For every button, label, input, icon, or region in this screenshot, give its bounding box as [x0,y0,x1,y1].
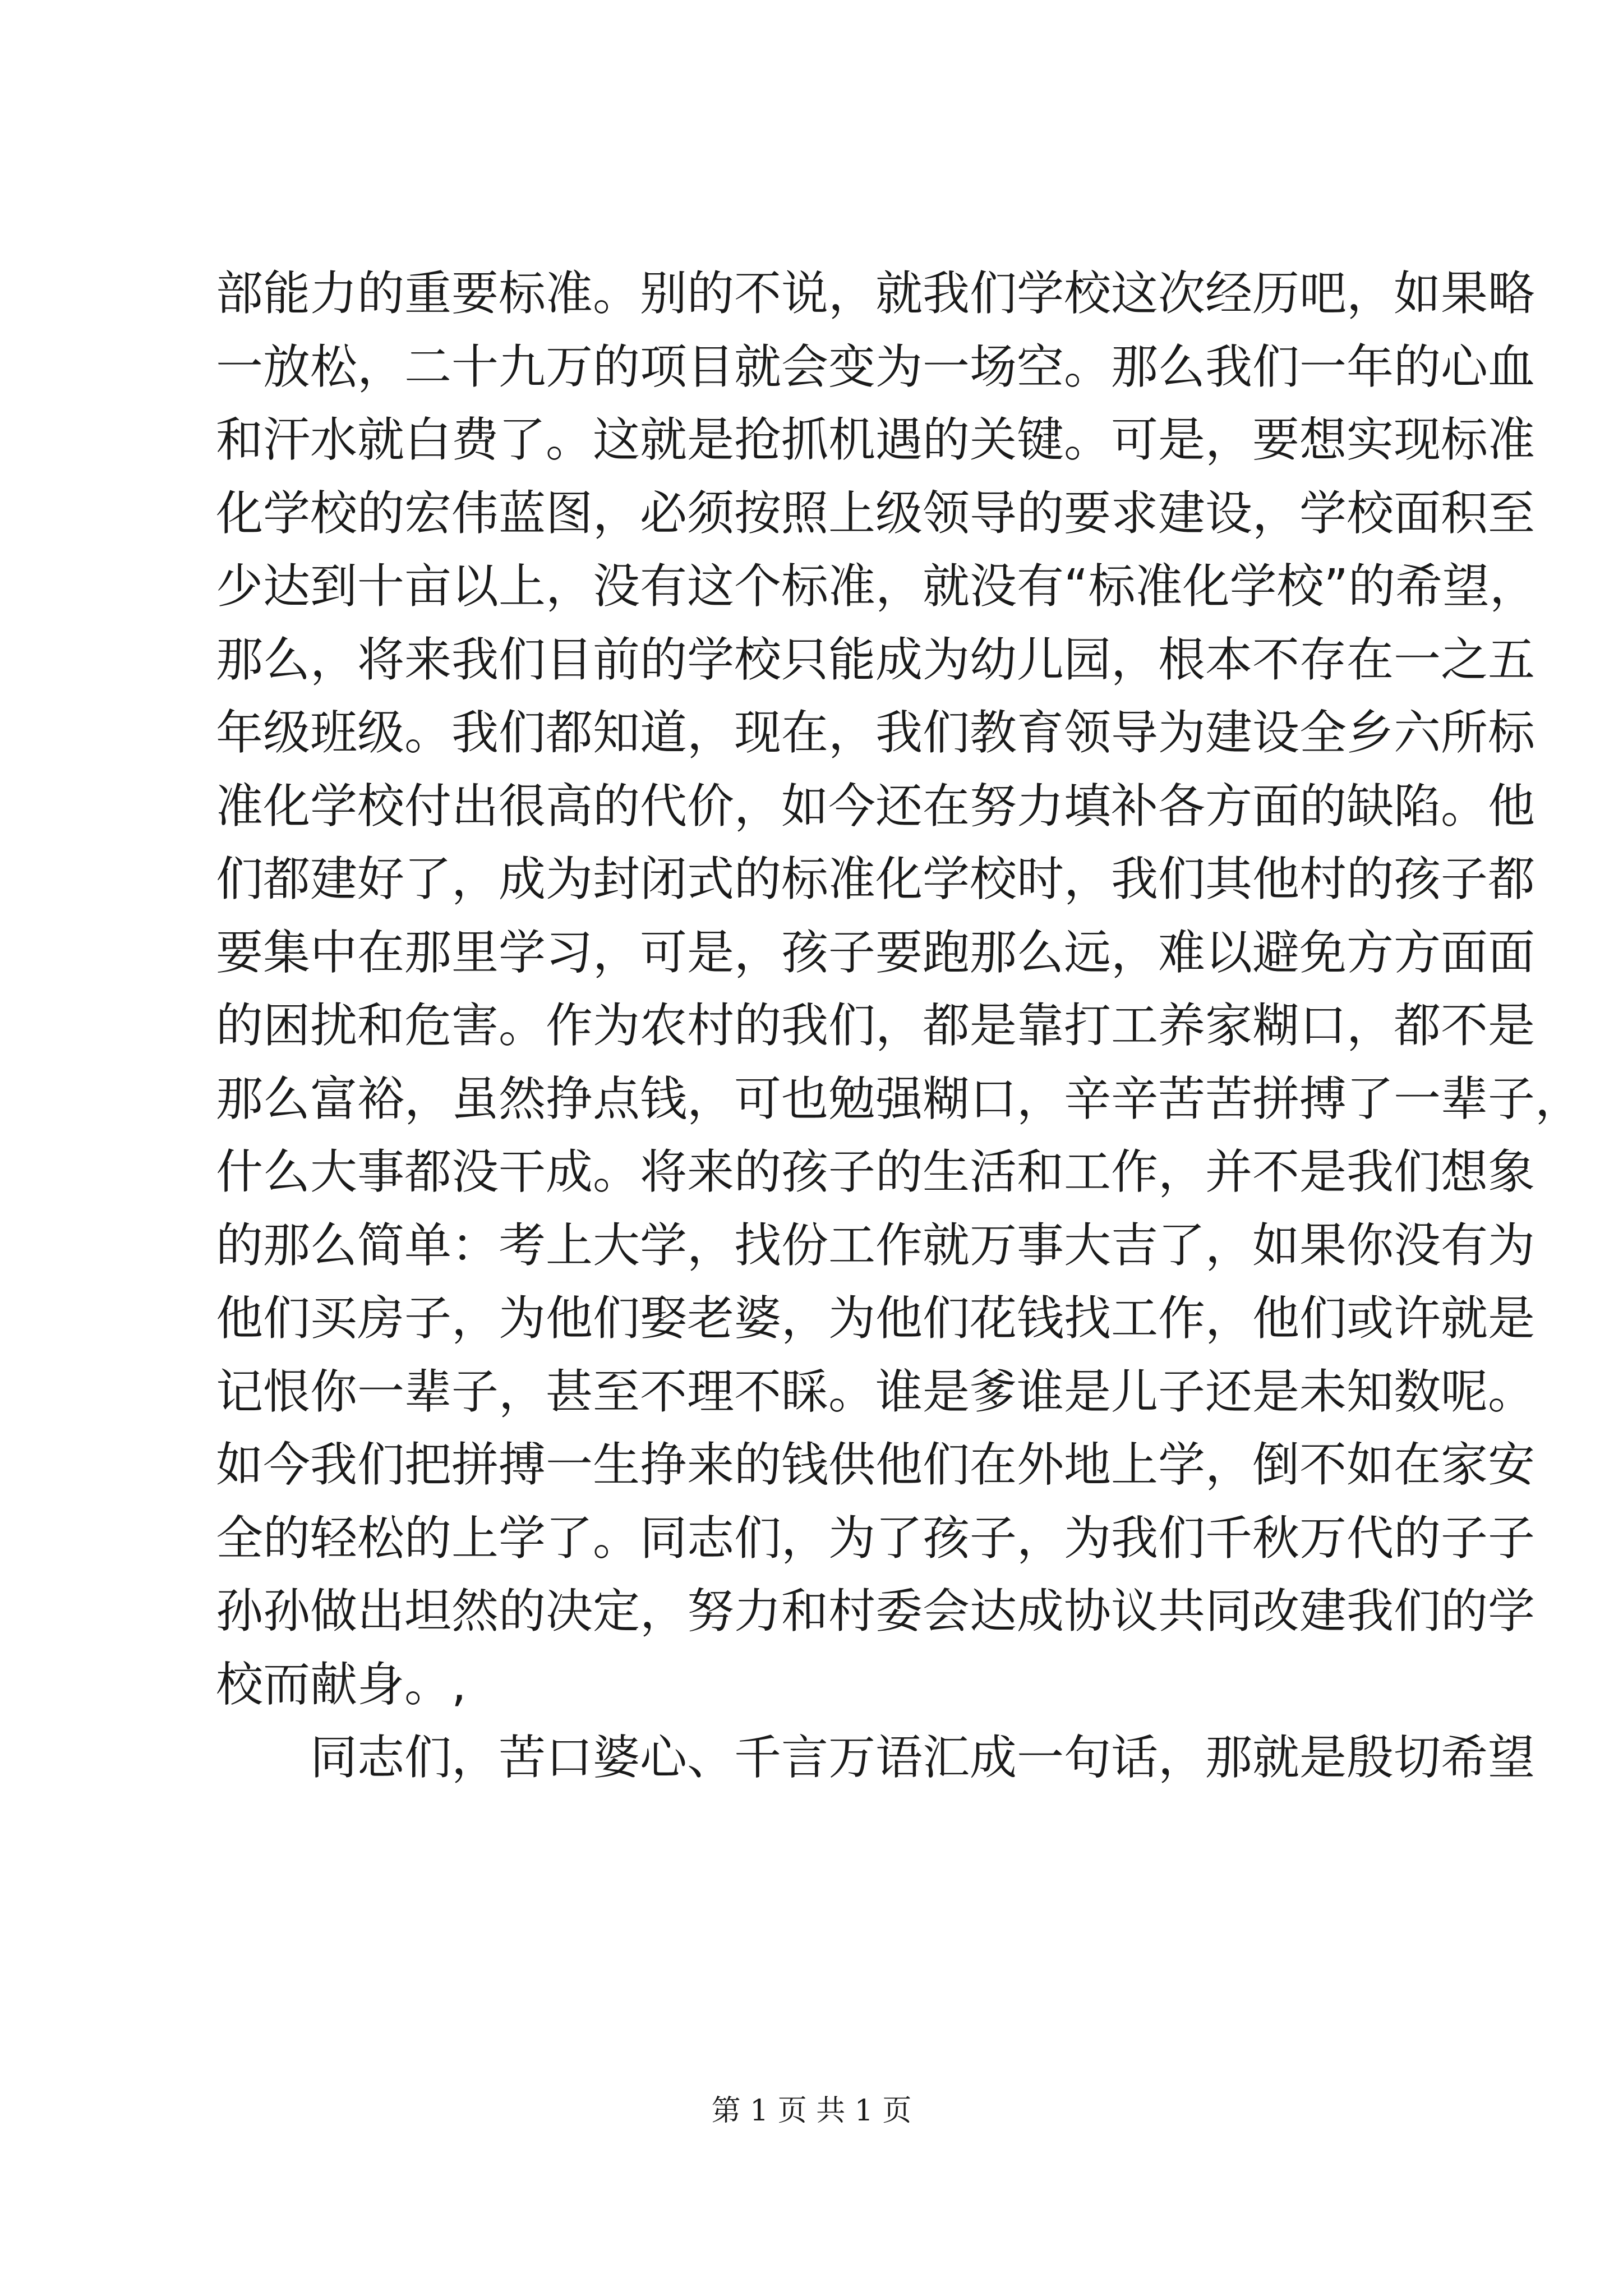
text-line: 那么富裕，虽然挣点钱，可也勉强糊口，辛辛苦苦拼搏了一辈子， [216,1071,1583,1126]
text-line: 那么，将来我们目前的学校只能成为幼儿园，根本不存在一之五 [216,632,1536,687]
text-line: 的那么简单：考上大学，找份工作就万事大吉了，如果你没有为 [216,1217,1536,1273]
text-line: 的困扰和危害。作为农村的我们，都是靠打工养家糊口，都不是 [216,998,1536,1053]
text-line: 一放松，二十九万的项目就会变为一场空。那么我们一年的心血 [216,339,1536,394]
text-line: 少达到十亩以上，没有这个标准，就没有“标准化学校”的希望， [216,559,1537,614]
text-line: 记恨你一辈子，甚至不理不睬。谁是爹谁是儿子还是未知数呢。 [216,1364,1536,1419]
text-line: 们都建好了，成为封闭式的标准化学校时，我们其他村的孩子都 [216,852,1536,907]
page-footer: 第 1 页 共 1 页 [711,2094,912,2128]
text-line: 校而献身。, [216,1657,467,1712]
body-text [216,257,1583,1795]
text-line: 准化学校付出很高的代价，如今还在努力填补各方面的缺陷。他 [216,778,1536,834]
text-line: 年级班级。我们都知道，现在，我们教育领导为建设全乡六所标 [216,705,1536,760]
text-line: 孙孙做出坦然的决定，努力和村委会达成协议共同改建我们的学 [216,1584,1536,1639]
text-line: 他们买房子，为他们娶老婆，为他们花钱找工作，他们或许就是 [216,1291,1536,1346]
text-line: 部能力的重要标准。别的不说，就我们学校这次经历吧，如果略 [216,266,1536,321]
text-line: 化学校的宏伟蓝图，必须按照上级领导的要求建设，学校面积至 [216,485,1536,541]
text-line: 什么大事都没干成。将来的孩子的生活和工作，并不是我们想象 [216,1144,1536,1199]
text-line: 和汗水就白费了。这就是抢抓机遇的关键。可是，要想实现标准 [216,412,1536,467]
text-line: 如今我们把拼搏一生挣来的钱供他们在外地上学，倒不如在家安 [216,1437,1536,1492]
closing-paragraph: 同志们，苦口婆心、千言万语汇成一句话，那就是殷切希望 [310,1730,1536,1785]
text-line: 全的轻松的上学了。同志们，为了孩子，为我们千秋万代的子子 [216,1510,1536,1566]
text-line: 要集中在那里学习，可是，孩子要跑那么远，难以避免方方面面 [216,924,1536,980]
